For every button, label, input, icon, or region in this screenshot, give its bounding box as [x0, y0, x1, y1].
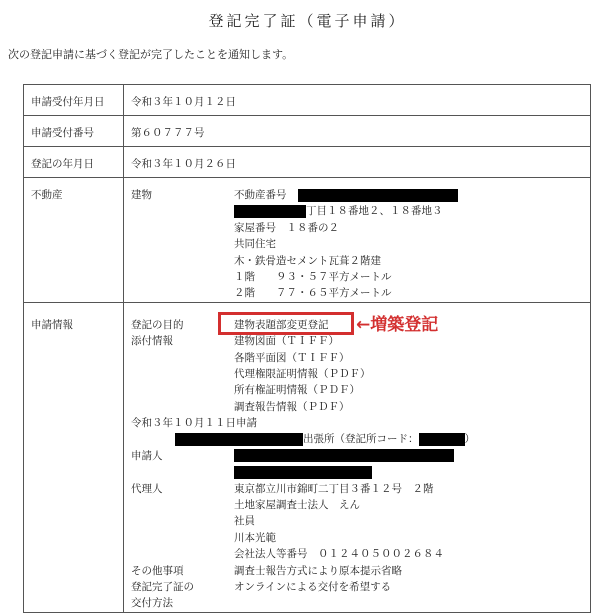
attachment-item: 代理権限証明情報（ＰＤＦ）	[234, 367, 371, 380]
registration-table	[23, 84, 591, 613]
row-reg-date	[24, 147, 591, 178]
attachment-item: 調査報告情報（ＰＤＦ）	[234, 400, 350, 413]
purpose-value: 建物表題部変更登記	[234, 318, 329, 331]
row-property	[24, 178, 591, 303]
delivery-value: オンラインによる交付を希望する	[234, 580, 392, 593]
delivery-label: 登記完了証の	[131, 580, 194, 593]
other-label: その他事項	[131, 564, 184, 577]
property-type: 共同住宅	[234, 238, 276, 251]
label-reg-date: 登記の年月日	[24, 147, 124, 178]
redaction-block	[175, 433, 303, 446]
intro-text: 次の登記申請に基づく登記が完了したことを通知します。	[8, 48, 294, 61]
label-receipt-no: 申請受付番号	[24, 116, 124, 147]
office-text: 出張所（登記所コード：	[303, 433, 419, 446]
label-property: 不動産	[24, 178, 124, 303]
document-title: 登記完了証（電子申請）	[208, 12, 407, 30]
row-receipt-date	[24, 85, 591, 116]
property-house-no: 家屋番号 １８番の２	[234, 221, 339, 234]
redaction-block	[234, 205, 306, 218]
property-category: 建物	[131, 189, 152, 201]
label-application: 申請情報	[24, 302, 124, 612]
attachment-item: 所有権証明情報（ＰＤＦ）	[234, 384, 360, 397]
redaction-block	[234, 466, 372, 479]
value-receipt-no: 第６０７７７号	[124, 116, 591, 147]
highlight-box	[218, 312, 354, 335]
annotation-text: ←増築登記	[356, 315, 439, 335]
property-number-label: 不動産番号	[234, 189, 287, 201]
agent-name: 川本光範	[234, 531, 276, 544]
attach-label: 添付情報	[131, 335, 173, 348]
purpose-label: 登記の目的	[131, 318, 184, 331]
agent-firm: 土地家屋調査士法人 えん	[234, 499, 360, 512]
filed-date: 令和３年１０月１１日申請	[131, 417, 257, 430]
other-value: 調査士報告方式により原本提示省略	[234, 564, 402, 577]
delivery-label-cont: 交付方法	[131, 597, 173, 610]
redaction-block	[298, 189, 458, 202]
property-floor2: ２階 ７７・６５平方メートル	[234, 287, 392, 300]
agent-address: 東京都立川市錦町二丁目３番１２号 ２階	[234, 482, 434, 495]
redaction-block	[234, 449, 454, 462]
redaction-block	[419, 433, 465, 446]
property-floor1: １階 ９３・５７平方メートル	[234, 270, 392, 283]
agent-label: 代理人	[131, 482, 163, 495]
row-receipt-no	[24, 116, 591, 147]
agent-role: 社員	[234, 515, 255, 528]
value-receipt-date: 令和３年１０月１２日	[124, 85, 591, 116]
applicant-label: 申請人	[131, 449, 163, 462]
office-close: ）	[464, 433, 475, 446]
agent-corp-no: 会社法人等番号 ０１２４０５００２６８４	[234, 548, 444, 561]
attachment-item: 建物図面（ＴＩＦＦ）	[234, 335, 339, 348]
attachment-item: 各階平面図（ＴＩＦＦ）	[234, 351, 350, 364]
row-application	[24, 302, 591, 612]
property-structure: 木・鉄骨造セメント瓦葺２階建	[234, 254, 381, 267]
value-reg-date: 令和３年１０月２６日	[124, 147, 591, 178]
property-address: 丁目１８番地２、１８番地３	[306, 205, 443, 218]
label-receipt-date: 申請受付年月日	[24, 85, 124, 116]
